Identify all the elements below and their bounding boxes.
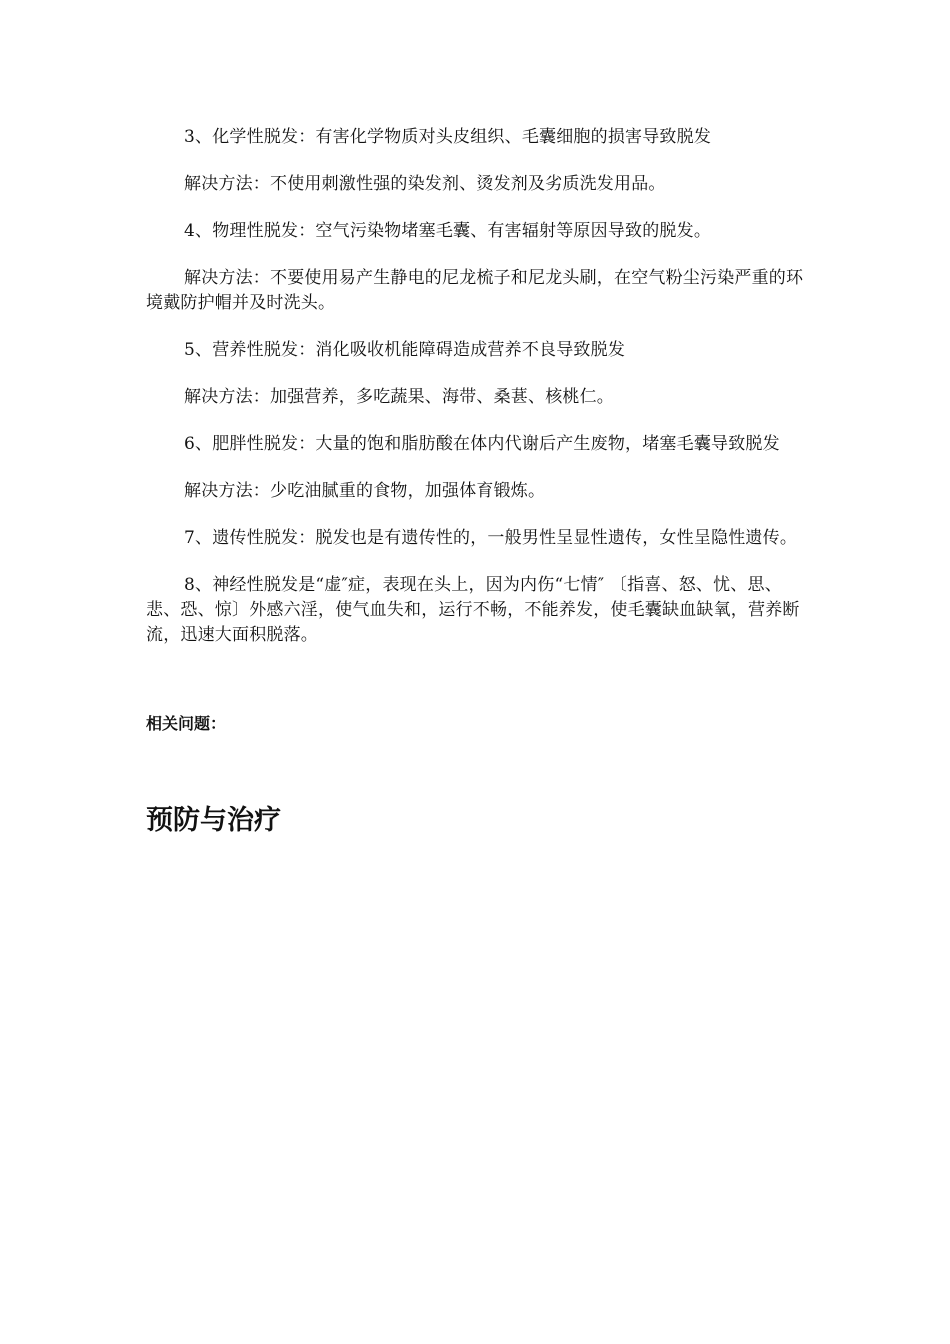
paragraph-chemical-hair-loss: 3、化学性脱发：有害化学物质对头皮组织、毛囊细胞的损害导致脱发 [184, 127, 712, 147]
paragraph-nutritional-hair-loss: 5、营养性脱发：消化吸收机能障碍造成营养不良导致脱发 [184, 340, 626, 360]
paragraph-nervous-hair-loss: 8、神经性脱发是“虚″症，表现在头上，因为内伤“七情″ 〔指喜、怒、忧、思、悲、恐、惊〕外感六淫，使气血失和，运行不畅，不能养发，使毛囊缺血缺氧，营养断流，迅速大面积脱落。 [146, 575, 800, 645]
document-page [146, 125, 810, 839]
paragraph-hereditary-hair-loss: 7、遗传性脱发：脱发也是有遗传性的，一般男性呈显性遗传，女性呈隐性遗传。 [184, 528, 798, 548]
paragraph-chemical-solution: 解决方法：不使用刺激性强的染发剂、烫发剂及劣质洗发用品。 [184, 174, 666, 194]
paragraph-obesity-solution: 解决方法：少吃油腻重的食物，加强体育锻炼。 [184, 481, 546, 501]
section-title: 预防与治疗 [146, 805, 281, 836]
paragraph-physical-solution: 解决方法：不要使用易产生静电的尼龙梳子和尼龙头刷，在空气粉尘污染严重的环境戴防护帽并及时洗头。 [146, 268, 804, 313]
related-questions-label: 相关问题： [146, 714, 227, 733]
paragraph-physical-hair-loss: 4、物理性脱发：空气污染物堵塞毛囊、有害辐射等原因导致的脱发。 [184, 221, 712, 241]
paragraph-obesity-hair-loss: 6、肥胖性脱发：大量的饱和脂肪酸在体内代谢后产生废物，堵塞毛囊导致脱发 [184, 434, 780, 454]
paragraph-nutritional-solution: 解决方法：加强营养，多吃蔬果、海带、桑葚、核桃仁。 [184, 387, 614, 407]
